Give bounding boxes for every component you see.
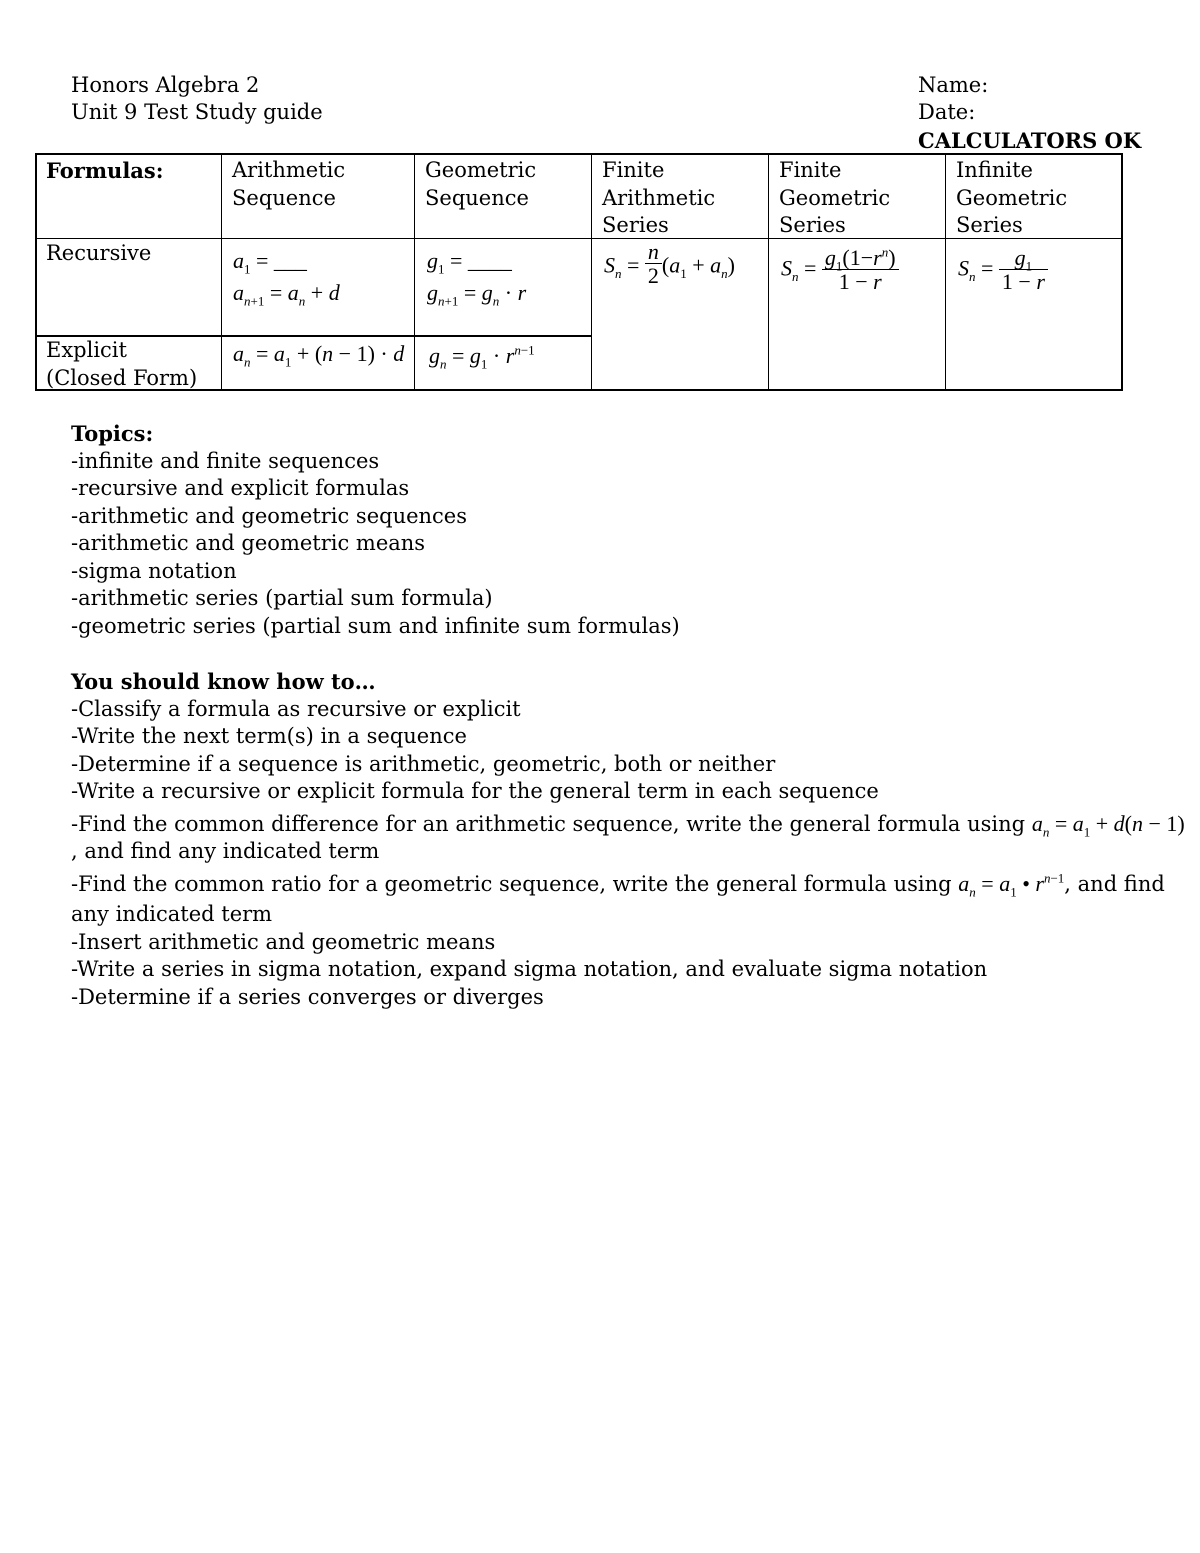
formula-finite-geometric-sum: $S_n$ = $\frac{g_1(1-r^n)}{1 - r}$ — [781, 247, 899, 294]
list-item: -arithmetic series (partial sum formula) — [71, 586, 493, 610]
topics-heading: Topics: — [71, 421, 154, 446]
formula-inline-geometric: $a_n = a_1$ • $r^{n-1}$ — [958, 870, 1065, 899]
header-finite-geometric-series: Finite Geometric Series — [779, 158, 891, 237]
header-arithmetic-sequence: Arithmetic Sequence — [232, 158, 346, 210]
formula-geometric-recursive: $g_1$ = ____ $g_{n+1} = g_n \cdot r$ — [427, 248, 527, 309]
skills-heading: You should know how to… — [71, 669, 376, 694]
calculators-note: CALCULATORS OK — [918, 128, 1142, 153]
topics-section — [71, 420, 680, 640]
list-item: -sigma notation — [71, 558, 237, 583]
skills-section — [71, 668, 1185, 1011]
list-item: -Find the common difference for an arithmetic sequence, write the general formula using $a_n = a_1 + d(n - 1)$ — [71, 810, 1185, 839]
list-item: -Write the next term(s) in a sequence — [71, 724, 467, 748]
list-item: any indicated term — [71, 902, 273, 926]
row-label-explicit: Explicit (Closed Form) — [46, 338, 198, 390]
formula-table — [35, 153, 1123, 391]
list-item: -Determine if a series converges or diverges — [71, 984, 544, 1009]
formula-finite-arithmetic-sum: $S_n$ = $\frac{n}{2}$ $(a_1 + a_n)$ — [604, 239, 735, 288]
list-item: -recursive and explicit formulas — [71, 476, 410, 500]
list-item: -arithmetic and geometric sequences — [71, 503, 468, 528]
formula-arithmetic-recursive: $a_1$ = ___ $a_{n+1} = a_n + d$ — [233, 248, 340, 309]
unit-title: Unit 9 Test Study guide — [71, 100, 323, 124]
list-item: -Determine if a sequence is arithmetic, geometric, both or neither — [71, 751, 776, 776]
list-item: -Write a recursive or explicit formula for the general term in each sequence — [71, 779, 879, 803]
table-divider — [945, 155, 946, 389]
table-corner-label: Formulas: — [46, 158, 164, 183]
formula-infinite-geometric-sum: $S_n$ = $\frac{g_1}{1 - r}$ — [958, 247, 1048, 294]
table-divider — [591, 155, 592, 389]
formula-arithmetic-explicit: $a_n = a_1 + (n - 1) \cdot d$ — [233, 341, 405, 370]
header-infinite-geometric-series: Infinite Geometric Series — [956, 158, 1068, 237]
list-item: -Insert arithmetic and geometric means — [71, 929, 496, 954]
row-label-recursive: Recursive — [46, 241, 152, 265]
table-divider — [221, 155, 222, 389]
course-title: Honors Algebra 2 — [71, 73, 260, 97]
list-item: -geometric series (partial sum and infinite sum formulas) — [71, 613, 680, 638]
list-item: -Find the common ratio for a geometric sequence, write the general formula using $a_n = a_1$ • $r^{n-1}$, and find — [71, 870, 1165, 899]
header-geometric-sequence: Geometric Sequence — [425, 158, 537, 210]
table-divider — [414, 155, 415, 389]
name-label: Name: — [918, 73, 989, 97]
date-label: Date: — [918, 100, 976, 124]
formula-geometric-explicit: $g_n = g_1 \cdot r^{n-1}$ — [429, 342, 535, 372]
list-item: -arithmetic and geometric means — [71, 531, 426, 555]
header-finite-arithmetic-series: Finite Arithmetic Series — [602, 158, 716, 237]
formula-inline-arithmetic: $a_n = a_1 + d(n - 1)$ — [1031, 810, 1185, 839]
list-item: -Write a series in sigma notation, expand sigma notation, and evaluate sigma notation — [71, 957, 988, 981]
list-item: -infinite and finite sequences — [71, 448, 380, 473]
list-item: -Classify a formula as recursive or explicit — [71, 696, 521, 721]
list-item: , and find any indicated term — [71, 839, 380, 863]
table-divider — [768, 155, 769, 389]
